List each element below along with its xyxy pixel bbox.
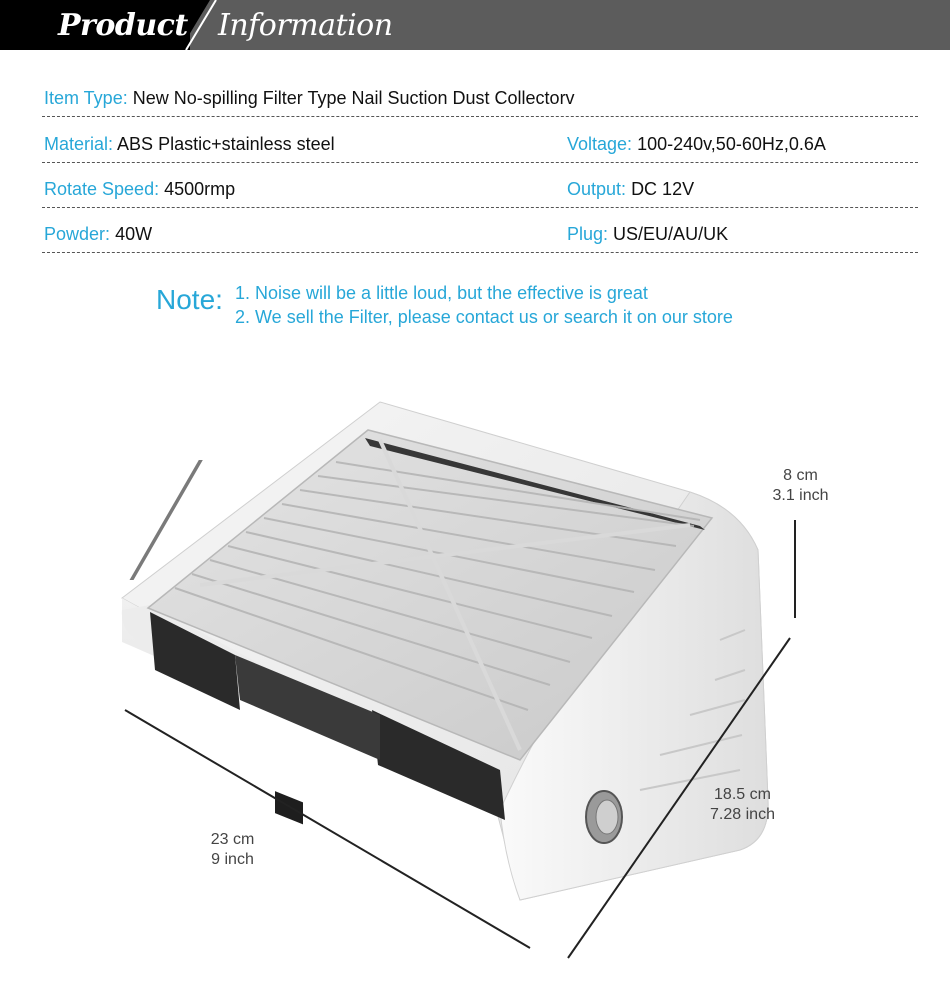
- spec-row-speed-output: [42, 171, 918, 208]
- spec-value: DC 12V: [631, 179, 695, 199]
- spec-label: Powder:: [44, 224, 111, 244]
- spec-output: [567, 179, 694, 200]
- spec-value: 4500rmp: [164, 179, 236, 199]
- banner-title-information: Information: [218, 8, 393, 43]
- dimension-height: [748, 466, 853, 506]
- spec-value: US/EU/AU/UK: [613, 224, 729, 244]
- spec-voltage: [567, 134, 826, 155]
- note-line-2: 2. We sell the Filter, please contact us or search it on our store: [235, 307, 733, 327]
- spec-label: Voltage:: [567, 134, 633, 154]
- banner-title-product: Product: [58, 8, 188, 43]
- spec-value: ABS Plastic+stainless steel: [117, 134, 335, 154]
- spec-label: Plug:: [567, 224, 609, 244]
- spec-item-type: [44, 88, 575, 109]
- spec-row-powder-plug: [42, 216, 918, 253]
- spec-rotate-speed: [44, 179, 235, 200]
- dimension-depth: [690, 785, 795, 825]
- note-label: Note:: [156, 284, 223, 315]
- header-banner: [0, 0, 950, 50]
- spec-value: 100-240v,50-60Hz,0.6A: [637, 134, 826, 154]
- spec-plug: [567, 224, 728, 245]
- note-line-1: 1. Noise will be a little loud, but the effective is great: [235, 283, 648, 303]
- dimension-width: [180, 830, 285, 870]
- dimension-width-metric: 23 cm: [210, 831, 255, 848]
- spec-powder: [44, 224, 152, 245]
- spec-label: Rotate Speed:: [44, 179, 160, 199]
- dimension-depth-metric: 18.5 cm: [714, 786, 771, 803]
- dimension-width-imperial: 9 inch: [211, 851, 254, 868]
- spec-label: Output:: [567, 179, 627, 199]
- spec-value: New No-spilling Filter Type Nail Suction Dust Collectorv: [132, 88, 575, 108]
- spec-material: [44, 134, 335, 155]
- dimension-height-metric: 8 cm: [783, 467, 818, 484]
- spec-label: Material:: [44, 134, 114, 154]
- spec-value: 40W: [115, 224, 153, 244]
- dimension-height-imperial: 3.1 inch: [772, 487, 829, 504]
- spec-row-material-voltage: [42, 126, 918, 163]
- spec-row-item-type: [42, 80, 918, 117]
- spec-label: Item Type:: [44, 88, 128, 108]
- dimension-depth-imperial: 7.28 inch: [710, 806, 775, 823]
